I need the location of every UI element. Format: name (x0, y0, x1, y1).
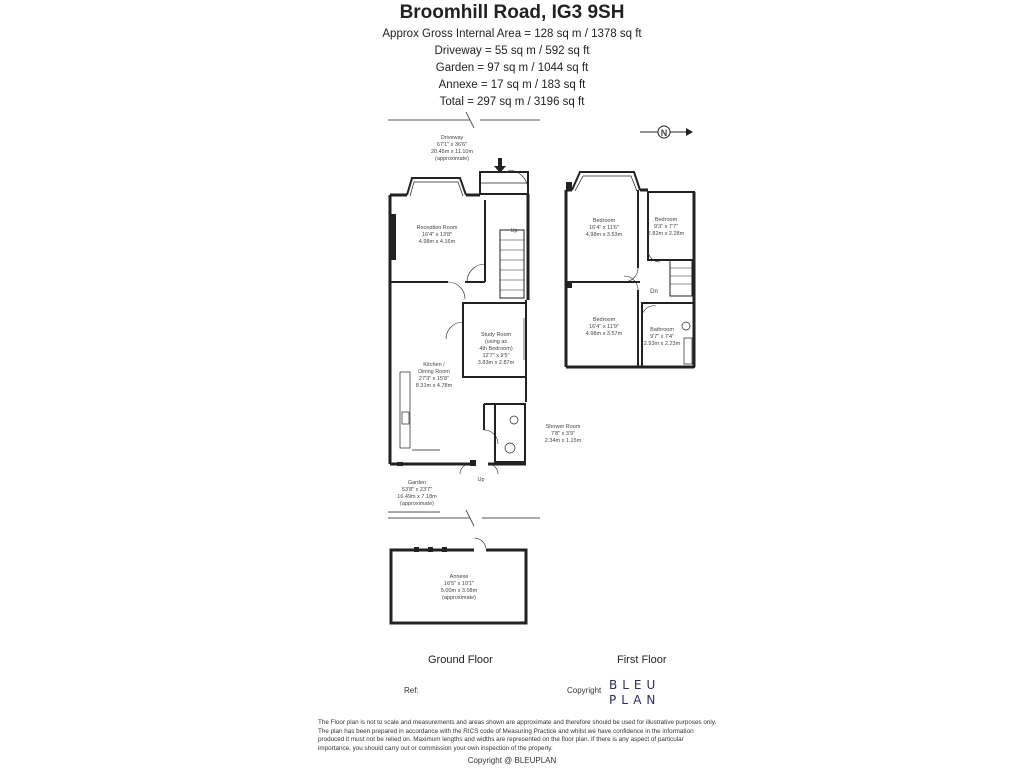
svg-text:16'4" x 11'6": 16'4" x 11'6" (589, 225, 619, 231)
svg-text:Bedroom: Bedroom (654, 217, 678, 223)
svg-text:Study Room: Study Room (480, 332, 512, 338)
entrance-arrow-icon (494, 158, 506, 173)
area-total: Total = 297 sq m / 3196 sq ft (439, 96, 585, 108)
area-gross-internal: Approx Gross Internal Area = 128 sq m / 1378 sq ft (382, 28, 642, 40)
area-garden: Garden = 97 sq m / 1044 sq ft (435, 62, 589, 74)
bleuplan-logo (609, 678, 660, 708)
svg-text:Dining Room: Dining Room (418, 369, 450, 375)
label-shower-room (545, 424, 582, 444)
svg-text:5.00m x 3.08m: 5.00m x 3.08m (440, 588, 478, 594)
svg-text:4th Bedroom): 4th Bedroom) (479, 346, 513, 352)
svg-text:Reception Room: Reception Room (416, 225, 458, 231)
compass-letter: N (660, 128, 668, 138)
svg-text:16'4" x 13'8": 16'4" x 13'8" (421, 232, 453, 238)
label-bedroom-small (648, 217, 685, 237)
svg-text:2.93m x 2.23m: 2.93m x 2.23m (643, 341, 681, 347)
compass-icon (640, 126, 693, 138)
svg-text:7'8" x 3'9": 7'8" x 3'9" (550, 431, 576, 437)
svg-text:Bedroom: Bedroom (592, 317, 616, 323)
svg-text:(approximate): (approximate) (442, 595, 476, 601)
svg-text:Shower Room: Shower Room (545, 424, 581, 430)
svg-text:12'7" x 9'5": 12'7" x 9'5" (482, 353, 510, 359)
ref-label: Ref: (404, 686, 419, 695)
svg-text:Bathroom: Bathroom (650, 327, 674, 333)
stairs-up-label: Up (510, 228, 518, 234)
svg-text:4.98m x 4.16m: 4.98m x 4.16m (418, 239, 456, 245)
svg-text:(using as: (using as (484, 339, 508, 345)
first-floor-walls (566, 172, 694, 367)
svg-text:Driveway: Driveway (440, 135, 464, 141)
logo-line-2: PLAN (609, 693, 661, 707)
wall-pier (470, 460, 476, 466)
label-driveway (431, 135, 474, 162)
label-bedroom-rear (586, 317, 623, 337)
svg-text:67'1" x 36'6": 67'1" x 36'6" (436, 142, 468, 148)
svg-text:9'7" x 7'4": 9'7" x 7'4" (649, 334, 675, 340)
wall-pier (566, 282, 572, 288)
svg-text:53'8" x 23'7": 53'8" x 23'7" (401, 487, 433, 493)
stairs-down-label: Dn (650, 289, 658, 295)
label-annexe (441, 574, 478, 601)
svg-text:16'4" x 11'9": 16'4" x 11'9" (589, 324, 619, 330)
svg-text:8.31m x 4.78m: 8.31m x 4.78m (415, 383, 453, 389)
label-reception-room (417, 225, 458, 245)
label-garden (397, 480, 437, 507)
ground-floor-label: Ground Floor (428, 654, 493, 666)
garden-steps-up-label: Up (477, 477, 485, 483)
svg-text:16'5" x 10'1": 16'5" x 10'1" (443, 581, 475, 587)
disclaimer-text: The Floor plan is not to scale and measurements and areas shown are approximate and therefore should be used for illustrative purposes only. The plan has been prepared in accordance with the RICS code of Measuring Practice and whilst we have confidence in the information produced it must not be relied on. Maximum lengths and widths are represented on the floor plan. If there is any aspect of particular importance, you should carry out or commission your own inspection of the property. (318, 719, 717, 752)
svg-text:4.98m x 3.53m: 4.98m x 3.53m (585, 232, 623, 238)
page-title: Broomhill Road, IG3 9SH (399, 2, 625, 23)
svg-text:Annexe: Annexe (449, 574, 469, 580)
label-kitchen-dining (416, 362, 453, 389)
svg-text:16.49m x 7.18m: 16.49m x 7.18m (397, 494, 437, 500)
svg-text:9'3" x 7'7": 9'3" x 7'7" (653, 224, 679, 230)
svg-text:3.83m x 2.87m: 3.83m x 2.87m (477, 360, 515, 366)
wall-pier (397, 462, 403, 466)
wall-pier (566, 182, 572, 190)
svg-text:Bedroom: Bedroom (592, 218, 616, 224)
area-driveway: Driveway = 55 sq m / 592 sq ft (434, 45, 590, 57)
svg-text:27'3" x 15'8": 27'3" x 15'8" (418, 376, 450, 382)
copyright-label: Copyright (567, 686, 602, 695)
garden-boundary (388, 510, 540, 526)
label-bathroom (644, 327, 681, 347)
svg-text:20.45m x 11.10m: 20.45m x 11.10m (430, 149, 474, 155)
label-study-room (478, 332, 515, 366)
copyright-text: Copyright @ BLEUPLAN (467, 756, 557, 765)
logo-line-1: BLEU (609, 678, 661, 692)
svg-text:Garden: Garden (407, 480, 427, 486)
area-annexe: Annexe = 17 sq m / 183 sq ft (438, 79, 586, 91)
svg-text:Kitchen /: Kitchen / (423, 362, 445, 368)
driveway-boundary (388, 112, 540, 128)
first-floor-label: First Floor (617, 654, 667, 666)
svg-text:(approximate): (approximate) (435, 156, 469, 162)
svg-text:2.34m x 1.15m: 2.34m x 1.15m (544, 438, 582, 444)
svg-text:2.82m x 2.28m: 2.82m x 2.28m (647, 231, 685, 237)
label-bedroom-front (586, 218, 623, 238)
svg-text:4.98m x 3.57m: 4.98m x 3.57m (585, 331, 623, 337)
ground-floor-walls (390, 170, 528, 474)
svg-text:(approximate): (approximate) (400, 501, 434, 507)
